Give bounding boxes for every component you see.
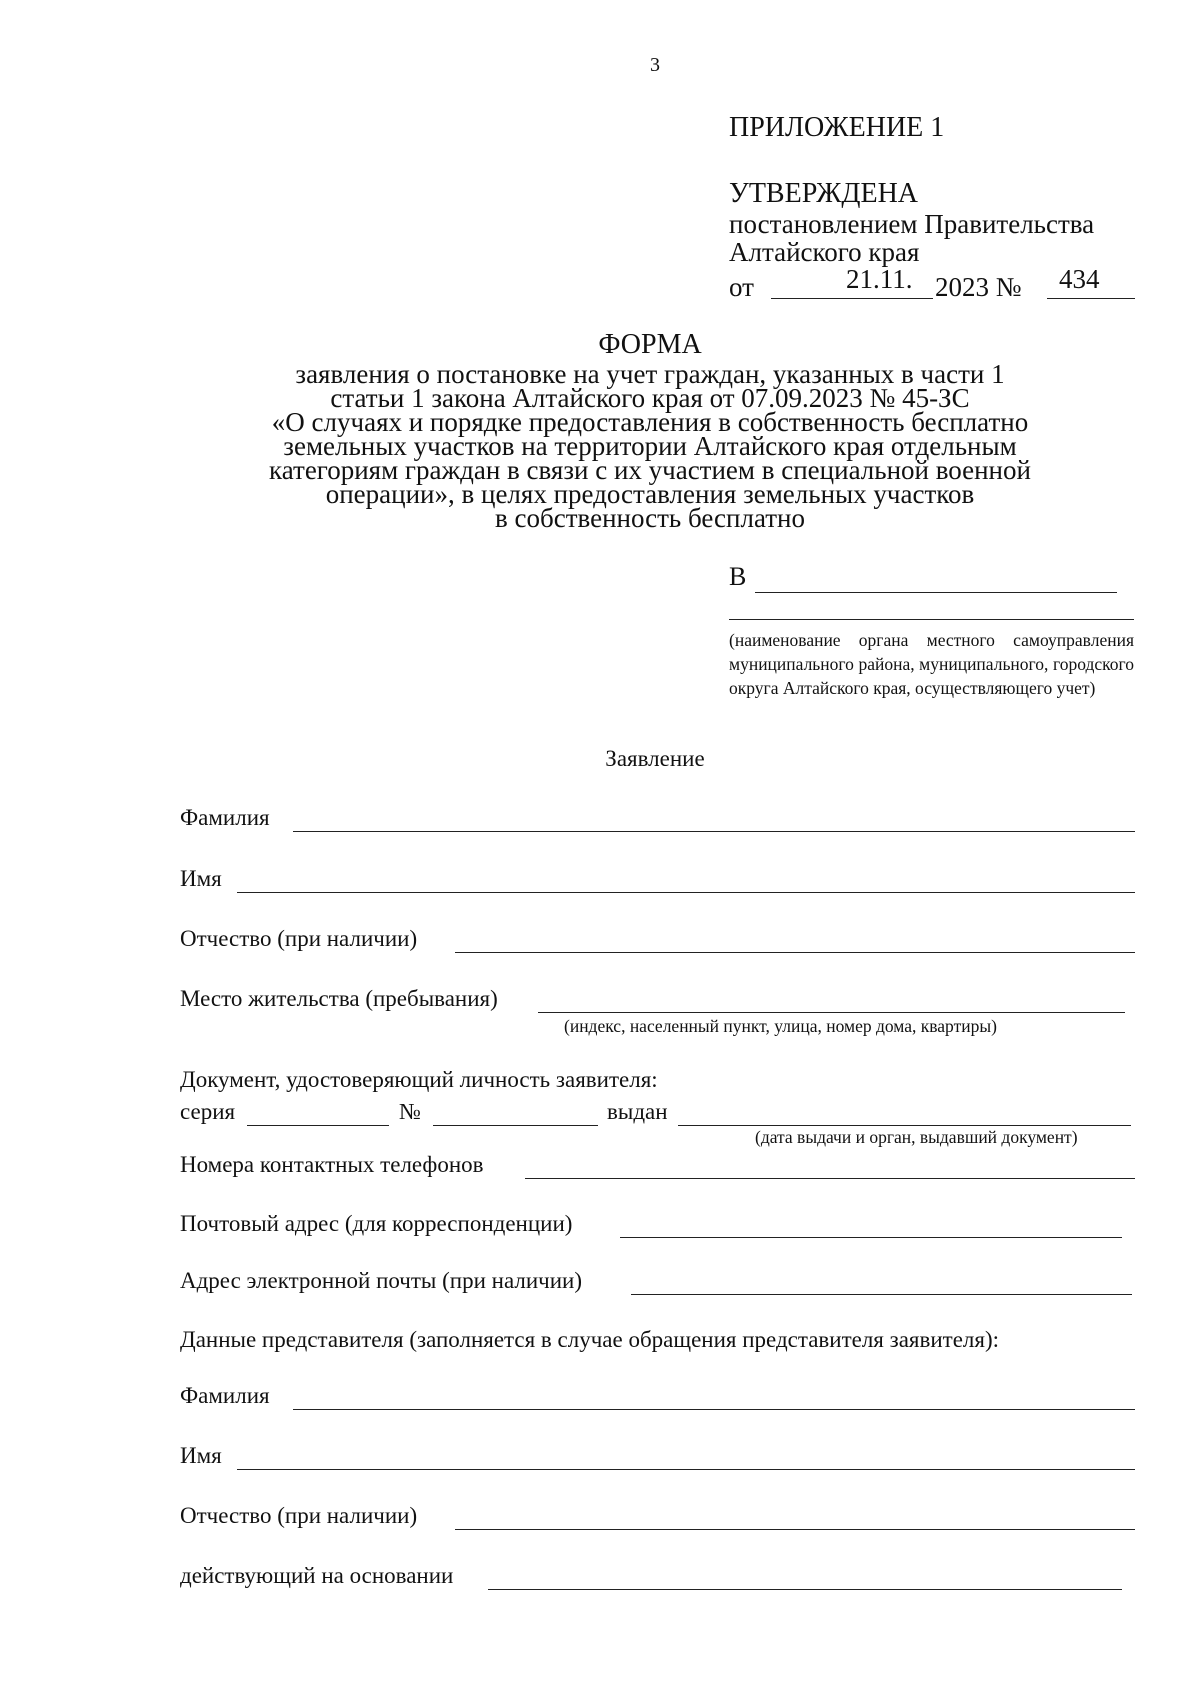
form-title-line: земельных участков на территории Алтайского края отдельным (283, 431, 1017, 461)
rep-patronymic-row (180, 1503, 1135, 1539)
series-field[interactable] (247, 1125, 389, 1126)
phones-row (180, 1152, 1135, 1188)
number-label: № (399, 1099, 421, 1124)
form-title-line: категориям граждан в связи с их участием в специальной военной (269, 455, 1031, 485)
rep-surname-field[interactable] (293, 1409, 1135, 1410)
rep-patronymic-label: Отчество (при наличии) (180, 1503, 418, 1528)
residence-label: Место жительства (пребывания) (180, 986, 498, 1011)
statement-title: Заявление (605, 746, 705, 771)
form-title-line: операции», в целях предоставления земельных участков (325, 479, 975, 509)
name-row (180, 866, 1135, 902)
approval-block (729, 178, 1094, 266)
patronymic-label: Отчество (при наличии) (180, 926, 418, 951)
phones-label: Номера контактных телефонов (180, 1152, 484, 1177)
form-title-line: статьи 1 закона Алтайского края от 07.09.2023 № 45-ЗС (330, 383, 970, 413)
number-underline (1047, 298, 1135, 299)
phones-field[interactable] (525, 1178, 1135, 1179)
recipient-field[interactable] (755, 592, 1117, 593)
date-underline (771, 298, 933, 299)
rep-basis-row (180, 1563, 1122, 1599)
decree-date: 21.11. (846, 264, 913, 294)
representative-heading: Данные представителя (заполняется в случае обращения представителя заявителя): (180, 1327, 1000, 1352)
rep-name-row (180, 1443, 1135, 1479)
patronymic-field[interactable] (455, 952, 1135, 953)
approved-label: УТВЕРЖДЕНА (729, 178, 919, 209)
rep-name-label: Имя (180, 1443, 222, 1468)
rep-surname-label: Фамилия (180, 1383, 270, 1408)
residence-field[interactable] (538, 1012, 1125, 1013)
email-label: Адрес электронной почты (при наличии) (180, 1268, 582, 1293)
document-number-field[interactable] (433, 1125, 598, 1126)
recipient-hint: (наименование органа местного самоуправления муниципального района, муниципального, городского округа Алтайского края, осуществляющего учет) (729, 630, 1134, 698)
form-title-line: в собственность бесплатно (495, 503, 805, 533)
page-number: 3 (650, 54, 660, 76)
rep-patronymic-field[interactable] (455, 1529, 1135, 1530)
approved-by-line1: постановлением Правительства (729, 209, 1095, 239)
rep-basis-field[interactable] (488, 1589, 1122, 1590)
appendix-label: ПРИЛОЖЕНИЕ 1 (729, 112, 945, 143)
patronymic-row (180, 926, 1135, 962)
approved-by-line2: Алтайского края (729, 237, 920, 267)
form-title-line: «О случаях и порядке предоставления в собственность бесплатно (271, 407, 1029, 437)
postal-address-field[interactable] (620, 1237, 1122, 1238)
recipient-field-line2[interactable] (729, 619, 1134, 620)
date-prefix: от (729, 272, 754, 302)
form-title (150, 329, 1150, 533)
decree-number: 434 (1059, 264, 1100, 294)
issued-label: выдан (607, 1099, 668, 1124)
rep-surname-row (180, 1383, 1135, 1419)
email-row (180, 1268, 1132, 1304)
postal-address-row (180, 1211, 1122, 1247)
rep-name-field[interactable] (237, 1469, 1135, 1470)
decree-year: 2023 № (935, 272, 1022, 302)
rep-basis-label: действующий на основании (180, 1563, 454, 1588)
postal-address-label: Почтовый адрес (для корреспонденции) (180, 1211, 573, 1236)
issued-hint: (дата выдачи и орган, выдавший документ) (755, 1127, 1078, 1147)
form-title-main: ФОРМА (598, 329, 702, 360)
email-field[interactable] (631, 1294, 1132, 1295)
form-title-line: заявления о постановке на учет граждан, указанных в части 1 (295, 359, 1005, 389)
issued-field[interactable] (678, 1125, 1131, 1126)
residence-hint: (индекс, населенный пункт, улица, номер дома, квартиры) (564, 1016, 997, 1036)
name-field[interactable] (237, 892, 1135, 893)
id-document-label: Документ, удостоверяющий личность заявителя: (180, 1067, 658, 1092)
surname-row (180, 805, 1135, 841)
surname-field[interactable] (293, 831, 1135, 832)
series-label: серия (180, 1099, 236, 1124)
decree-date-row (729, 262, 1139, 302)
name-label: Имя (180, 866, 222, 891)
surname-label: Фамилия (180, 805, 270, 830)
recipient-prefix: В (729, 562, 747, 591)
